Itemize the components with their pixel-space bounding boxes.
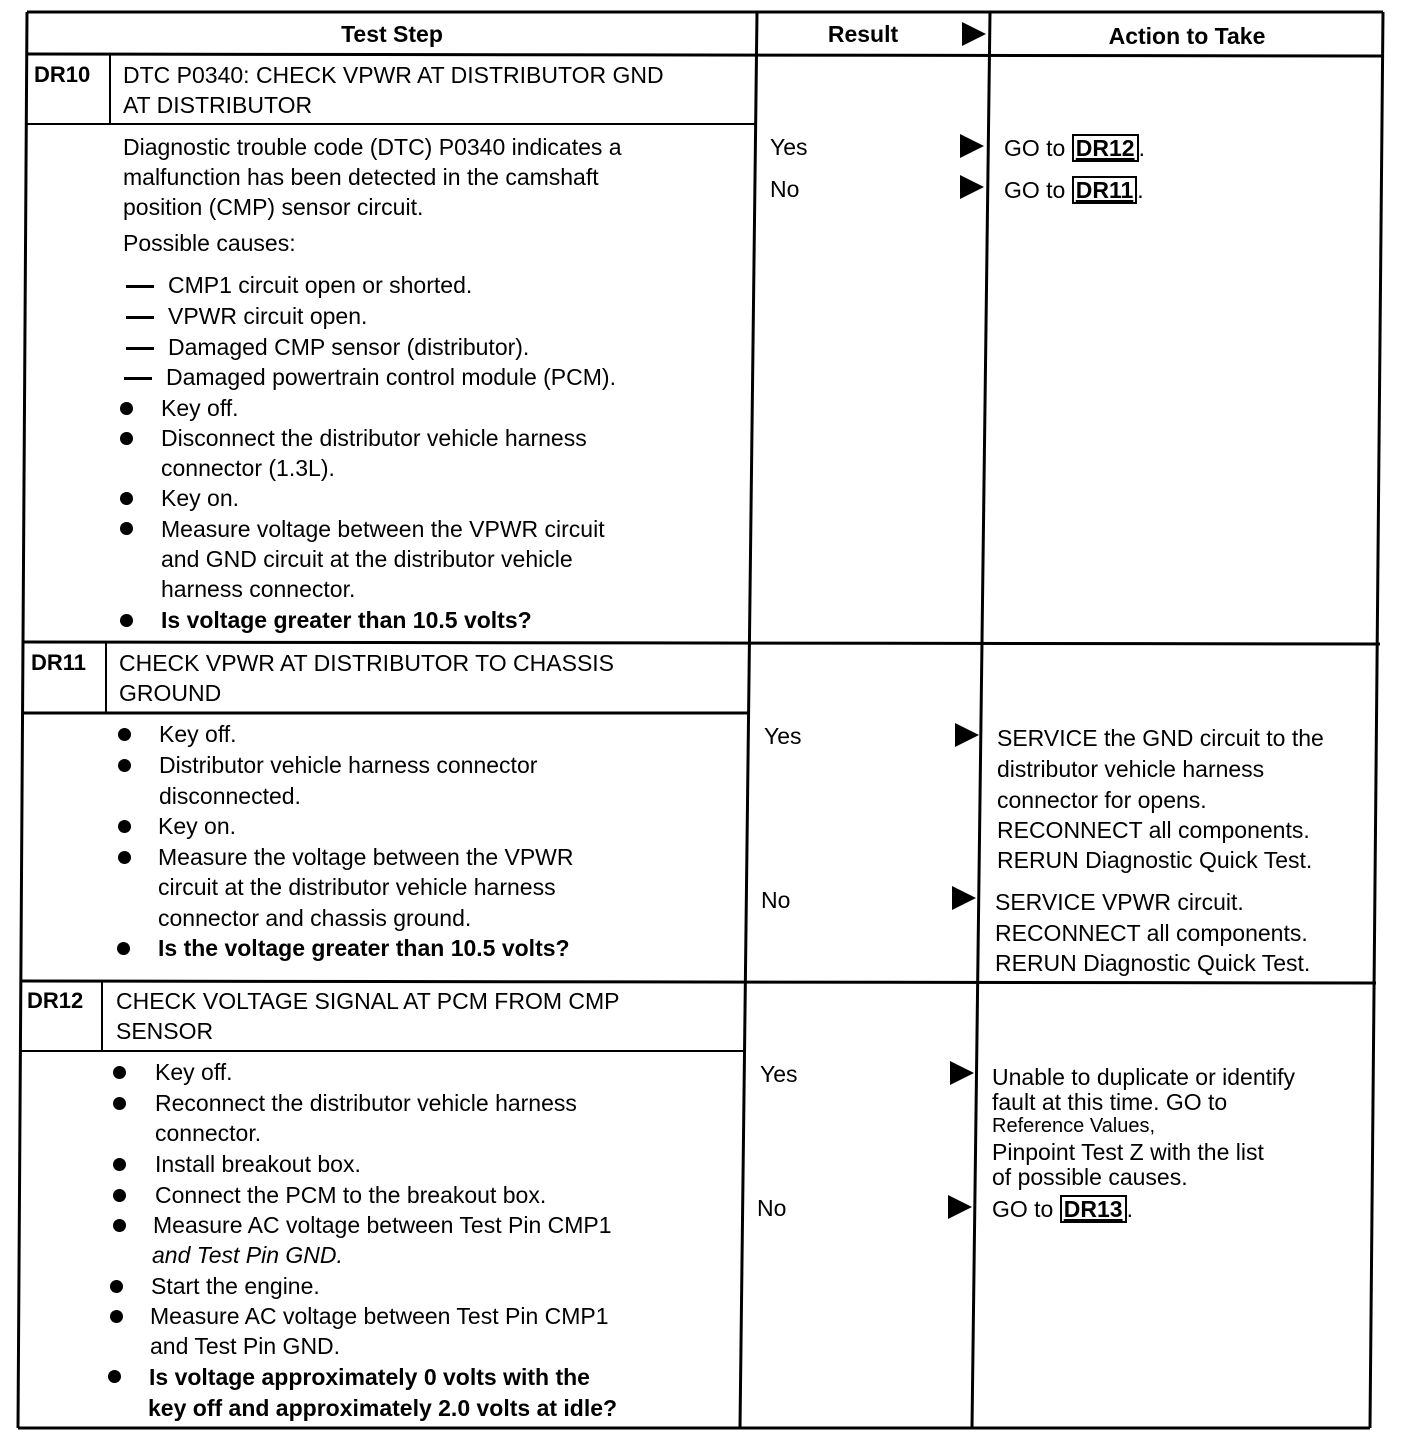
bullet-icon [118, 851, 131, 864]
dr12-step-1: Key off. [155, 1059, 233, 1085]
dr12-link[interactable]: DR12 [1072, 134, 1139, 162]
dr10-step-1: Key off. [161, 395, 239, 421]
dr10-cause-2: VPWR circuit open. [168, 303, 368, 329]
dr12-step-2b: connector. [155, 1120, 262, 1146]
bullet-icon [110, 1310, 123, 1323]
arrow-icon [955, 723, 979, 747]
dr12-title-line1: CHECK VOLTAGE SIGNAL AT PCM FROM CMP [116, 988, 620, 1014]
dr12-step-7b: and Test Pin GND. [150, 1333, 341, 1359]
bullet-icon [120, 432, 133, 445]
dr12-action-yes-5: of possible causes. [992, 1164, 1188, 1190]
header-arrow-icon [962, 22, 986, 46]
header-test-step: Test Step [341, 21, 443, 47]
dr11-step-4a: Measure the voltage between the VPWR [158, 844, 574, 870]
dr12-result-no: No [757, 1195, 787, 1221]
dr10-action-yes [1004, 133, 1145, 163]
dr10-desc-line2: malfunction has been detected in the camshaft [123, 164, 599, 190]
dr10-cause-3: Damaged CMP sensor (distributor). [168, 334, 530, 360]
dr10-step-4c: harness connector. [161, 576, 356, 602]
dr10-possible-causes-label: Possible causes: [123, 230, 296, 256]
dr11-question: Is the voltage greater than 10.5 volts? [158, 935, 570, 961]
arrow-icon [960, 134, 984, 158]
bullet-icon [110, 1280, 123, 1293]
dr11-action-yes-2: distributor vehicle harness [997, 756, 1265, 782]
dr11-action-yes-1: SERVICE the GND circuit to the [997, 725, 1324, 751]
dr10-result-yes: Yes [770, 134, 808, 160]
header-action: Action to Take [1108, 23, 1266, 49]
dr11-action-no-1: SERVICE VPWR circuit. [995, 889, 1244, 915]
dr10-action-yes-prefix: GO to [1004, 135, 1066, 161]
dr12-step-4: Connect the PCM to the breakout box. [155, 1182, 547, 1208]
dr11-result-yes: Yes [764, 723, 802, 749]
dr11-step-4b: circuit at the distributor vehicle harness [158, 874, 556, 900]
dr10-action-yes-suffix: . [1138, 135, 1145, 161]
dr10-step-4a: Measure voltage between the VPWR circuit [161, 516, 605, 542]
bullet-icon [118, 820, 131, 833]
dr11-step-2a: Distributor vehicle harness connector [159, 752, 538, 778]
dr11-action-yes-5: RERUN Diagnostic Quick Test. [997, 847, 1313, 873]
dash-icon [126, 316, 154, 319]
arrow-icon [952, 886, 976, 910]
dr10-desc-line1: Diagnostic trouble code (DTC) P0340 indicates a [123, 134, 622, 160]
dr10-title-line1: DTC P0340: CHECK VPWR AT DISTRIBUTOR GND [123, 62, 664, 88]
dr11-action-yes-4: RECONNECT all components. [997, 817, 1310, 843]
dr12-result-yes: Yes [760, 1061, 798, 1087]
dr10-step-2a: Disconnect the distributor vehicle harness [161, 425, 587, 451]
dr12-step-5b: and Test Pin GND. [152, 1242, 343, 1268]
dr11-link[interactable]: DR11 [1072, 176, 1138, 204]
dr12-action-no-prefix: GO to [992, 1196, 1054, 1222]
dr11-step-1: Key off. [159, 721, 237, 747]
arrow-icon [948, 1195, 972, 1219]
dash-icon [126, 285, 154, 288]
dr12-action-no [992, 1194, 1133, 1224]
dr10-action-no-suffix: . [1137, 177, 1144, 203]
dr10-question: Is voltage greater than 10.5 volts? [161, 607, 532, 633]
bullet-icon [113, 1158, 126, 1171]
dr11-step-4c: connector and chassis ground. [158, 905, 472, 931]
dr12-step-7a: Measure AC voltage between Test Pin CMP1 [150, 1303, 609, 1329]
dr12-step-2a: Reconnect the distributor vehicle harness [155, 1090, 577, 1116]
bullet-icon [120, 614, 133, 627]
dr12-step-5a: Measure AC voltage between Test Pin CMP1 [153, 1212, 612, 1238]
dr10-title-line2: AT DISTRIBUTOR [123, 92, 313, 118]
dr12-title-line2: SENSOR [116, 1018, 214, 1044]
dr10-step-2b: connector (1.3L). [161, 455, 335, 481]
arrow-icon [960, 175, 984, 199]
dr11-title-line2: GROUND [119, 680, 222, 706]
dr12-step-6: Start the engine. [151, 1273, 320, 1299]
dr12-step-3: Install breakout box. [155, 1151, 361, 1177]
dr11-action-no-2: RECONNECT all components. [995, 920, 1308, 946]
dr11-result-no: No [761, 887, 791, 913]
dr11-step-3: Key on. [158, 813, 236, 839]
dr10-cause-1: CMP1 circuit open or shorted. [168, 272, 473, 298]
arrow-icon [950, 1061, 974, 1085]
bullet-icon [113, 1097, 126, 1110]
dr11-title-line1: CHECK VPWR AT DISTRIBUTOR TO CHASSIS [119, 650, 615, 676]
dash-icon [124, 377, 152, 380]
dr12-id: DR12 [27, 988, 84, 1013]
dr12-action-yes-2: fault at this time. GO to [992, 1089, 1228, 1115]
bullet-icon [113, 1189, 126, 1202]
dr12-question-line1: Is voltage approximately 0 volts with the [149, 1364, 590, 1390]
bullet-icon [117, 942, 130, 955]
bullet-icon [118, 728, 131, 741]
bullet-icon [113, 1219, 126, 1232]
dr12-action-yes-1: Unable to duplicate or identify [992, 1064, 1296, 1090]
dr10-result-no: No [770, 176, 800, 202]
bullet-icon [108, 1370, 121, 1383]
dr10-desc-line3: position (CMP) sensor circuit. [123, 194, 424, 220]
dr12-question-line2: key off and approximately 2.0 volts at idle? [148, 1395, 618, 1421]
dr11-action-no-3: RERUN Diagnostic Quick Test. [995, 950, 1311, 976]
dr10-id: DR10 [34, 62, 91, 87]
bullet-icon [120, 402, 133, 415]
bullet-icon [113, 1066, 126, 1079]
dr10-step-4b: and GND circuit at the distributor vehicle [161, 546, 573, 572]
header-result: Result [827, 21, 899, 47]
dr10-action-no [1004, 175, 1144, 205]
dr12-action-yes-4: Pinpoint Test Z with the list [992, 1139, 1264, 1165]
dr11-step-2b: disconnected. [159, 783, 301, 809]
dr10-cause-4: Damaged powertrain control module (PCM). [166, 364, 616, 390]
bullet-icon [118, 759, 131, 772]
dr11-action-yes-3: connector for opens. [997, 787, 1207, 813]
dr12-action-yes-3: Reference Values, [992, 1115, 1156, 1137]
dr10-action-no-prefix: GO to [1004, 177, 1066, 203]
dr12-action-no-suffix: . [1126, 1196, 1133, 1222]
bullet-icon [120, 492, 133, 505]
dr13-link[interactable]: DR13 [1060, 1195, 1127, 1223]
bullet-icon [120, 522, 133, 535]
dash-icon [126, 347, 154, 350]
dr10-step-3: Key on. [161, 485, 239, 511]
dr11-id: DR11 [31, 650, 87, 675]
